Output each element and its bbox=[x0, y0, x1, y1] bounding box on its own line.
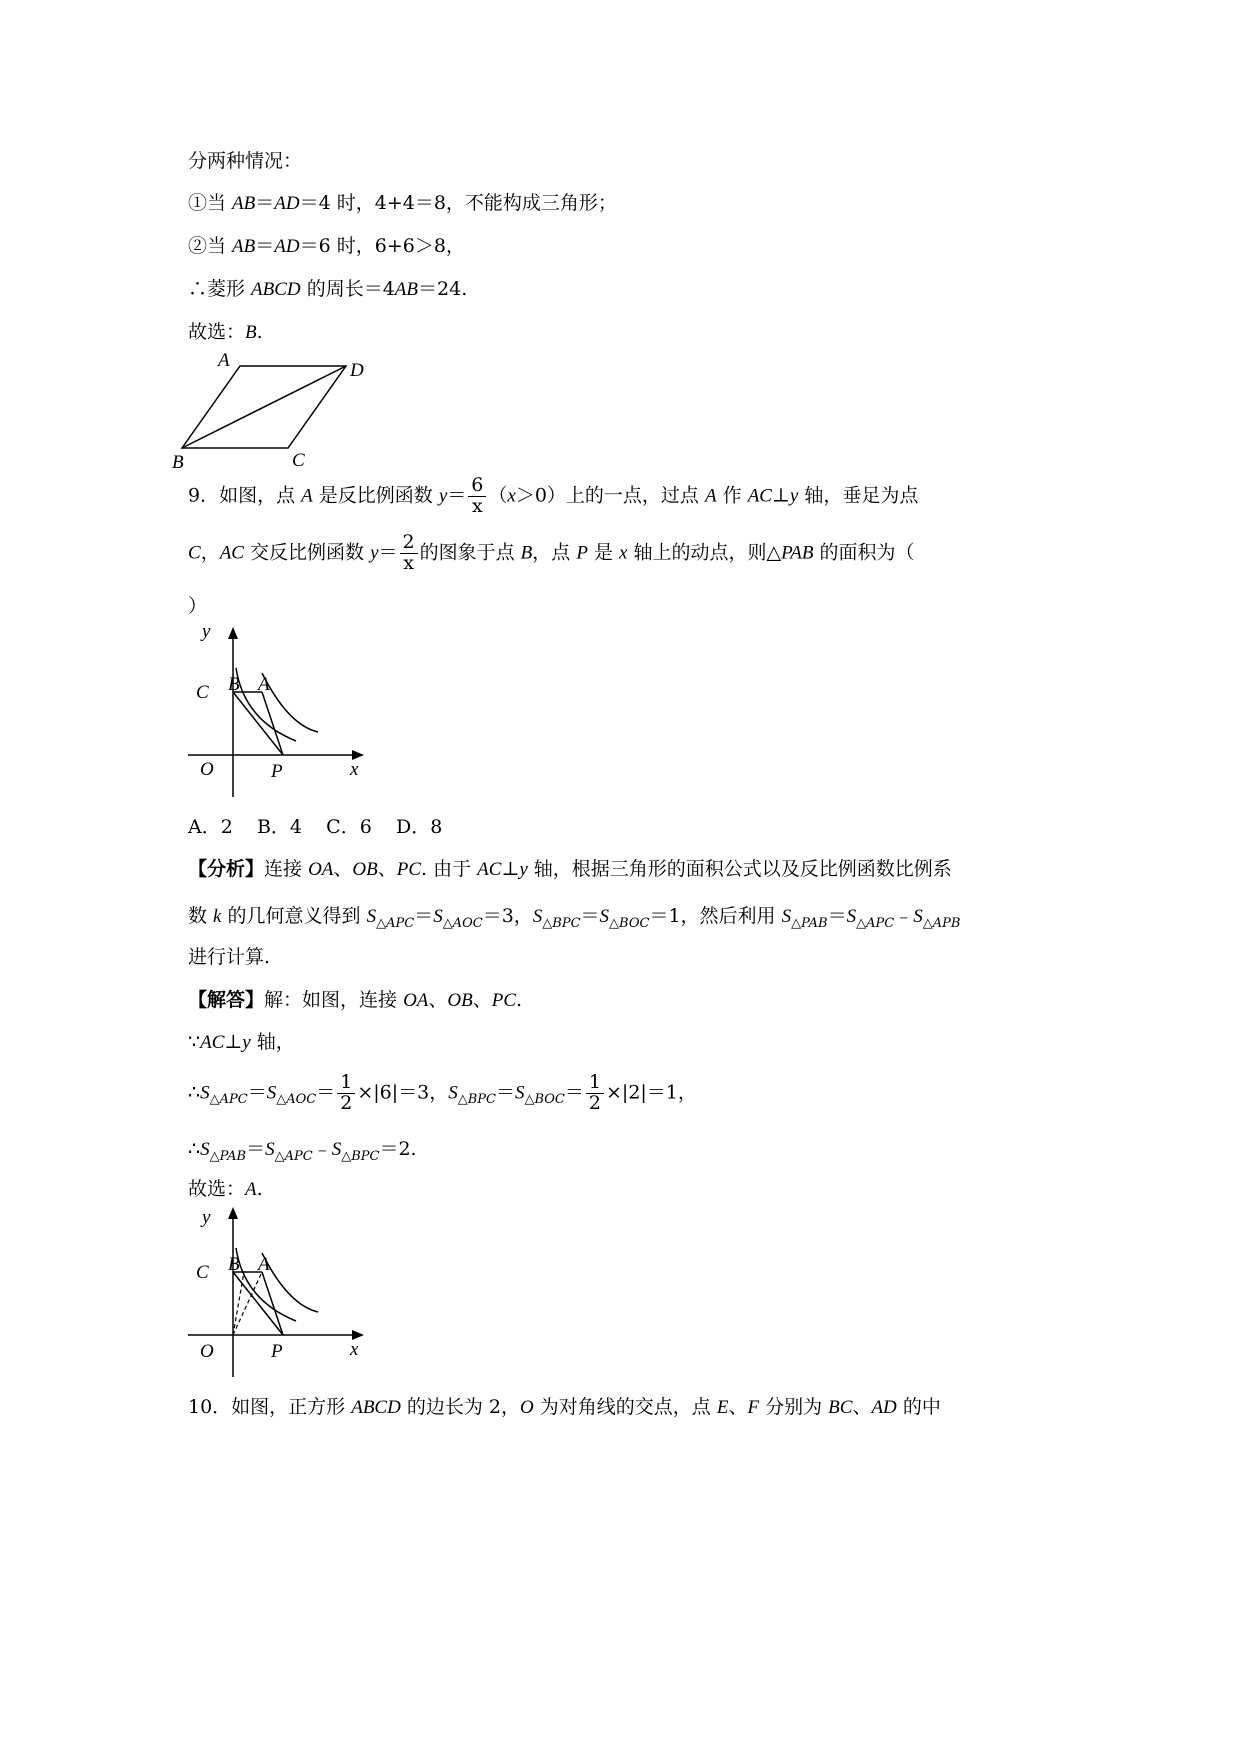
label-x: x bbox=[350, 1339, 359, 1360]
function-figure-with-dashes bbox=[188, 1205, 408, 1395]
fraction: $\frac{2}{x}$ bbox=[400, 533, 418, 574]
solution-line-2: ∵AC⊥y 轴， bbox=[188, 1031, 295, 1053]
fraction: $\frac{6}{x}$ bbox=[468, 476, 486, 517]
y-axis-arrow bbox=[228, 627, 238, 639]
label-c: C bbox=[196, 1262, 209, 1283]
label-y: y bbox=[202, 1207, 211, 1228]
label-b: B bbox=[228, 1254, 240, 1275]
label-d: D bbox=[350, 360, 364, 381]
text-line: ∴菱形 ABCD 的周长＝4AB＝24. bbox=[188, 278, 468, 300]
label-o: O bbox=[200, 1341, 214, 1362]
curve-y-6-over-x bbox=[262, 1253, 318, 1312]
segment-bp bbox=[233, 692, 283, 755]
text-line: ②当 AB＝AD＝6 时，6+6＞8， bbox=[188, 235, 465, 257]
fraction: $\frac{1}{2}$ bbox=[586, 1073, 604, 1114]
label-b: B bbox=[172, 452, 184, 473]
label-a: A bbox=[258, 674, 270, 695]
text-line: 故选：B. bbox=[188, 321, 263, 343]
y-axis-arrow bbox=[228, 1207, 238, 1219]
segment-ob-dashed bbox=[233, 1272, 244, 1335]
label-x: x bbox=[350, 759, 359, 780]
question-10-line-1: 10．如图，正方形 ABCD 的边长为 2，O 为对角线的交点，点 E、F 分别为 BC、AD 的中 bbox=[188, 1396, 941, 1418]
question-9-line-2: C，AC 交反比例函数 y＝ $\frac{2}{x}$ 的图象于点 B，点 P 是 x 轴上的动点，则△PAB 的面积为（ bbox=[188, 531, 915, 574]
label-p: P bbox=[271, 1341, 283, 1362]
rhombus-figure bbox=[170, 348, 390, 473]
text-line: ①当 AB＝AD＝4 时，4+4＝8，不能构成三角形； bbox=[188, 192, 617, 214]
curve-y-6-over-x bbox=[262, 673, 318, 732]
solution-line-1: 【解答】解：如图，连接 OA、OB、PC. bbox=[188, 989, 523, 1011]
label-b: B bbox=[228, 674, 240, 695]
rhombus-diagonal-bd bbox=[182, 366, 346, 448]
question-9-line-1: 9．如图，点 A 是反比例函数 y＝ $\frac{6}{x}$ （x＞0）上的一点，过点 A 作 AC⊥y 轴，垂足为点 bbox=[188, 474, 919, 517]
label-p: P bbox=[271, 761, 283, 782]
analysis-line-1: 【分析】连接 OA、OB、PC. 由于 AC⊥y 轴，根据三角形的面积公式以及反比例函数比例系 bbox=[188, 858, 952, 880]
label-c: C bbox=[196, 682, 209, 703]
text-line: ） bbox=[188, 595, 208, 617]
function-figure bbox=[188, 625, 408, 815]
label-a: A bbox=[258, 1254, 270, 1275]
solution-line-3: $\therefore S_{\triangle APC}=S_{\triangle AOC}=$ $\frac{1}{2}$ ×|6|＝3，$S_{\triangle BPC}=S_{\triangle BOC}=$ $\frac{1}{2}$ ×|2|＝1， bbox=[188, 1071, 697, 1114]
label-c: C bbox=[292, 450, 305, 471]
text-line: 分两种情况： bbox=[188, 150, 303, 172]
text-line: 进行计算. bbox=[188, 946, 271, 968]
analysis-line-2: 数 k 的几何意义得到 $S_{\triangle APC}=S_{\triangle AOC}=3$，$S_{\triangle BPC}=S_{\triangle BOC}=1$，然后利用 $S_{\triangle PAB}=S_{\triangle APC}﹣S_{\triangle APB}$ bbox=[188, 905, 961, 931]
text-line: 故选：A. bbox=[188, 1178, 263, 1200]
fraction: $\frac{1}{2}$ bbox=[337, 1073, 355, 1114]
label-o: O bbox=[200, 759, 214, 780]
answer-options: A．2 B．4 C．6 D．8 bbox=[188, 816, 443, 838]
label-y: y bbox=[202, 625, 211, 642]
label-a: A bbox=[218, 350, 230, 371]
solution-line-4: $\therefore S_{\triangle PAB}=S_{\triangle APC}﹣S_{\triangle BPC}=2$. bbox=[188, 1138, 417, 1164]
